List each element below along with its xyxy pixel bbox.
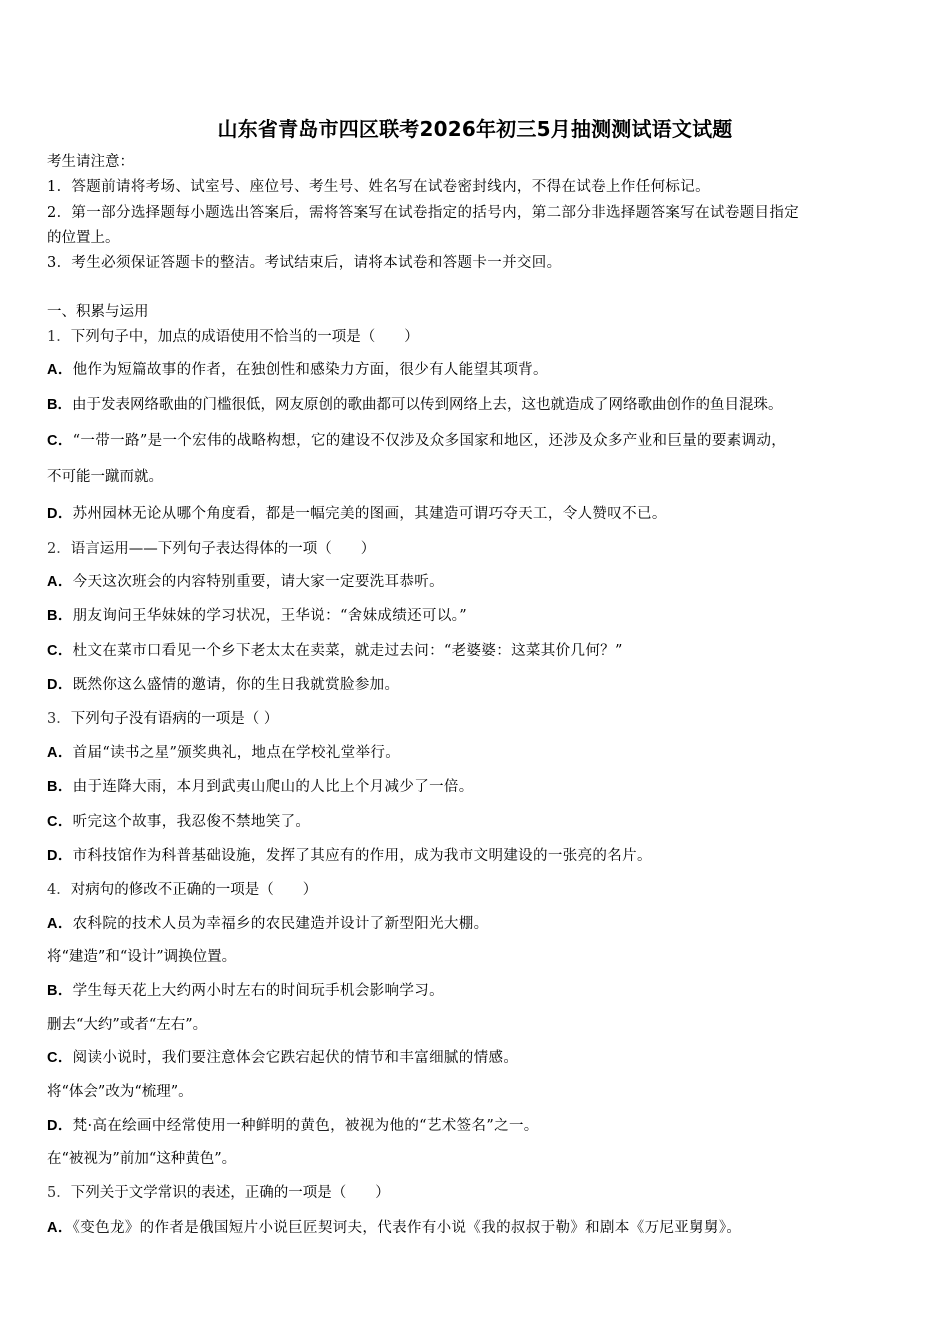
option-label: A．: [47, 362, 73, 378]
question-text: 下列关于文学常识的表述，正确的一项是（ ）: [70, 1185, 390, 1201]
question-4-option-d-fix: 在“被视为”前加“这种黄色”。: [47, 1151, 237, 1167]
question-3-stem: [47, 709, 278, 729]
question-4-option-c: [47, 1048, 518, 1068]
option-label: D．: [47, 677, 73, 693]
question-4-option-b: [47, 981, 444, 1001]
question-number: 3．: [47, 711, 71, 727]
question-4-stem: [47, 880, 317, 900]
question-5-stem: [47, 1183, 390, 1203]
option-text: 朋友询问王华妹妹的学习状况，王华说：“舍妹成绩还可以。”: [72, 608, 468, 624]
question-2-option-b: [47, 606, 467, 626]
option-text: 《变色龙》的作者是俄国短片小说巨匠契诃夫，代表作有小说《我的叔叔于勒》和剧本《万尼亚舅舅》。: [72, 1220, 742, 1236]
question-2-option-d: [47, 675, 399, 695]
question-4-option-a-fix: 将“建造”和“设计”调换位置。: [47, 949, 237, 965]
question-1-option-b: [47, 395, 782, 415]
option-text: 听完这个故事，我忍俊不禁地笑了。: [72, 814, 311, 830]
option-text: 农科院的技术人员为幸福乡的农民建造并设计了新型阳光大棚。: [72, 916, 489, 932]
question-number: 1．: [47, 329, 71, 345]
question-text: 下列句子没有语病的一项是（ ）: [70, 711, 279, 727]
option-text: 苏州园林无论从哪个角度看，都是一幅完美的图画，其建造可谓巧夺天工，令人赞叹不已。: [72, 506, 667, 522]
option-label: D．: [47, 1118, 73, 1134]
option-text: “一带一路”是一个宏伟的战略构想，它的建设不仅涉及众多国家和地区，还涉及众多产业和巨量的要素调动，: [72, 433, 787, 449]
page-title: 山东省青岛市四区联考2026年初三5月抽测测试语文试题: [217, 117, 733, 141]
notice-heading: 考生请注意：: [47, 154, 134, 170]
option-label: B．: [47, 608, 73, 624]
question-2-option-c: [47, 641, 623, 661]
question-number: 2．: [47, 541, 71, 557]
option-text: 既然你这么盛情的邀请，你的生日我就赏脸参加。: [72, 677, 400, 693]
question-2-option-a: [47, 572, 444, 592]
option-label: C．: [47, 643, 73, 659]
notice-item-1: 1．答题前请将考场、试室号、座位号、考生号、姓名写在试卷密封线内，不得在试卷上作任何标记。: [47, 179, 710, 195]
question-1-option-c: [47, 431, 786, 451]
notice-item-2: 2．第一部分选择题每小题选出答案后，需将答案写在试卷指定的括号内，第二部分非选择题答案写在试卷题目指定: [47, 205, 800, 221]
question-text: 下列句子中，加点的成语使用不恰当的一项是（ ）: [70, 329, 419, 345]
question-3-option-c: [47, 812, 310, 832]
option-label: C．: [47, 814, 73, 830]
question-3-option-a: [47, 743, 400, 763]
option-label: C．: [47, 1050, 73, 1066]
section-heading: 一、积累与运用: [47, 304, 149, 320]
option-text: 由于连降大雨，本月到武夷山爬山的人比上个月减少了一倍。: [72, 779, 474, 795]
question-text: 语言运用——下列句子表达得体的一项（ ）: [70, 541, 376, 557]
option-label: B．: [47, 779, 73, 795]
option-text: 首届“读书之星”颁奖典礼，地点在学校礼堂举行。: [72, 745, 401, 761]
option-text: 杜文在菜市口看见一个乡下老太太在卖菜，就走过去问：“老婆婆：这菜其价几何？”: [72, 643, 623, 659]
question-3-option-b: [47, 777, 474, 797]
option-text: 市科技馆作为科普基础设施，发挥了其应有的作用，成为我市文明建设的一张亮的名片。: [72, 848, 652, 864]
option-text: 今天这次班会的内容特别重要，请大家一定要洗耳恭听。: [72, 574, 444, 590]
question-number: 5．: [47, 1185, 71, 1201]
option-label: B．: [47, 983, 73, 999]
question-1-option-d: [47, 504, 667, 524]
option-label: D．: [47, 506, 73, 522]
option-text: 梵·高在绘画中经常使用一种鲜明的黄色，被视为他的“艺术签名”之一。: [72, 1118, 539, 1134]
notice-item-2-cont: 的位置上。: [47, 230, 120, 246]
notice-item-3: 3．考生必须保证答题卡的整洁。考试结束后，请将本试卷和答题卡一并交回。: [47, 255, 562, 271]
option-label: A．: [47, 745, 73, 761]
option-text: 阅读小说时，我们要注意体会它跌宕起伏的情节和丰富细腻的情感。: [72, 1050, 519, 1066]
question-4-option-d: [47, 1116, 539, 1136]
option-label: A．: [47, 574, 73, 590]
option-label: A．: [47, 1220, 73, 1236]
question-4-option-c-fix: 将“体会”改为“梳理”。: [47, 1084, 193, 1100]
question-3-option-d: [47, 846, 652, 866]
option-label: B．: [47, 397, 72, 413]
option-text: 他作为短篇故事的作者，在独创性和感染力方面，很少有人能望其项背。: [72, 362, 548, 378]
option-label: C．: [47, 433, 73, 449]
option-label: D．: [47, 848, 73, 864]
question-2-stem: [47, 539, 375, 559]
question-4-option-b-fix: 删去“大约”或者“左右”。: [47, 1017, 208, 1033]
question-1-option-a: [47, 360, 548, 380]
question-1-stem: [47, 327, 419, 347]
option-text: 由于发表网络歌曲的门槛很低，网友原创的歌曲都可以传到网络上去，这也就造成了网络歌曲创作的鱼目混珠。: [71, 397, 783, 413]
question-1-option-c-cont: 不可能一蹴而就。: [47, 469, 163, 485]
option-label: A．: [47, 916, 73, 932]
option-text: 学生每天花上大约两小时左右的时间玩手机会影响学习。: [72, 983, 444, 999]
question-5-option-a: [47, 1218, 741, 1238]
question-4-option-a: [47, 914, 488, 934]
question-text: 对病句的修改不正确的一项是（ ）: [70, 882, 318, 898]
question-number: 4．: [47, 882, 71, 898]
